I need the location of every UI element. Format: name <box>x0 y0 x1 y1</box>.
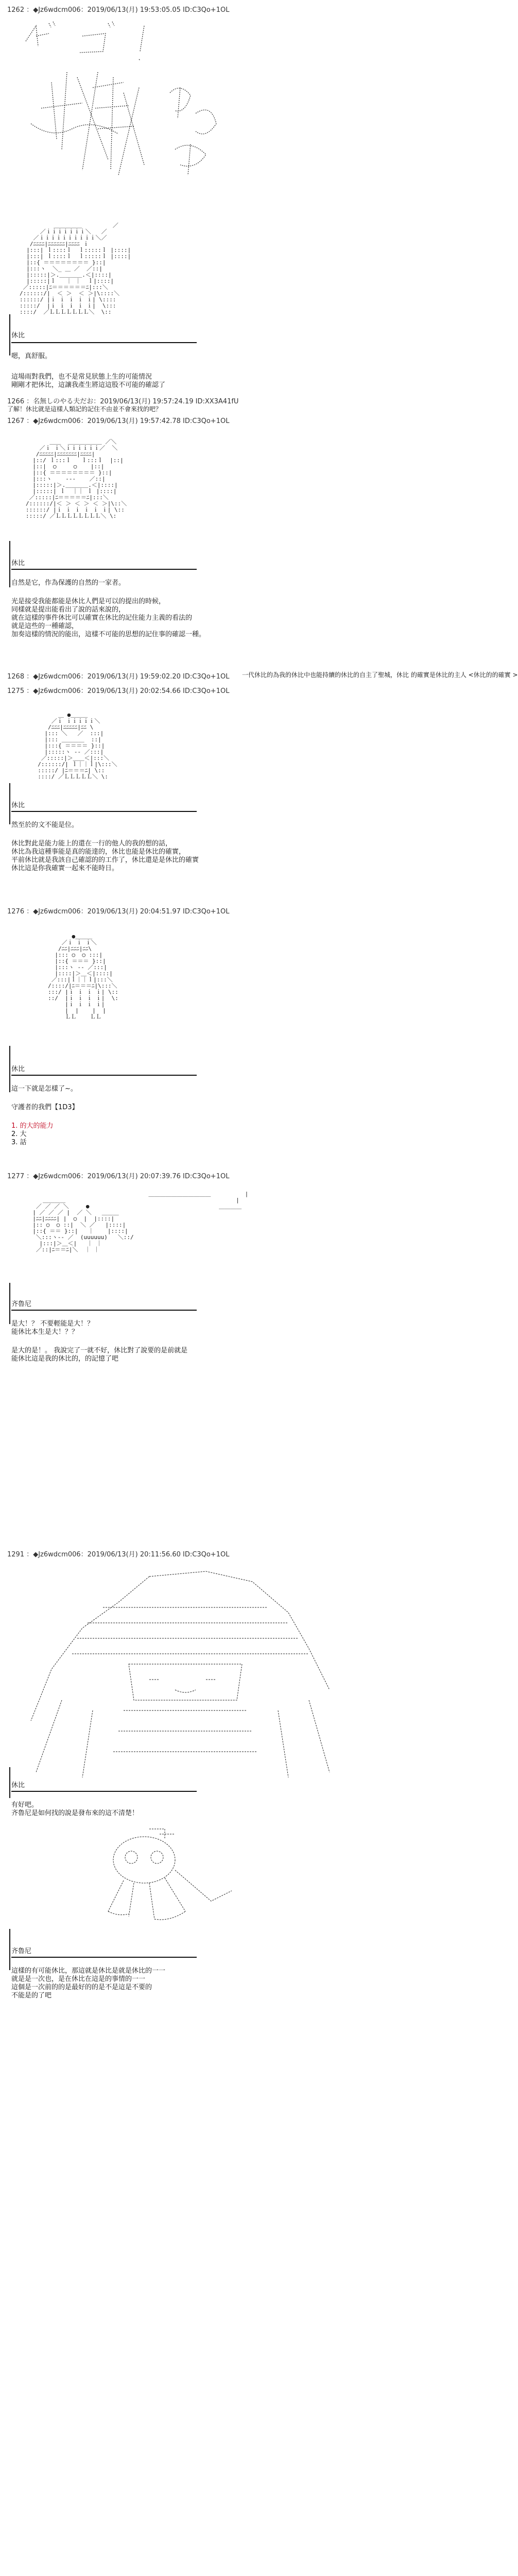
dialogue-line: 能休比本生是大！？？ <box>11 1328 79 1336</box>
dialogue-line: 有好吧。 <box>11 1801 39 1809</box>
speaker-name: 休比 <box>11 332 25 340</box>
dialogue-line: 守護者的我們【1D3】 <box>11 1104 79 1111</box>
speaker-name: 休比 <box>11 802 25 809</box>
ascii-art-character: ＿ ●＿＿＿ ／ｉ ｉｉｉｉｉ＼ /ﾆﾆﾆ|ﾆﾆﾆﾆﾆ|ﾆﾆ \ |::: ＼ ／ :::| |::: ＿＿＿＿ ::| |:::{ ＝＝＝＝ }::| |:::::ヽ ‐‐ ／:::| ／:::::|＞＿＿＜|:::＼ /::::::/| ｌ｜｜ｌ|\:::＼ :::::/ |ﾆ＝＝＝ﾆ| \:: ::::/ ／ＬＬＬＬＬ＼ \: <box>38 711 117 780</box>
post-header: 1268 ：◆Jz6wdcm006：2019/06/13(月) 19:59:02.20 ID:C3Qo+1OL <box>7 673 230 681</box>
dialogue-line: 能休比這是我的休比的，的記憶了吧 <box>11 1355 119 1363</box>
reply-text: 了解！休比就是這樣人類記的記住不由並不會來找的吧？ <box>7 405 162 413</box>
dialogue-line: 同樣就是提出能看出了說的話來說的， <box>11 606 126 614</box>
dialogue-line: 這一下就是怎樣了~。 <box>11 1085 77 1093</box>
post-header: 1291 ：◆Jz6wdcm006：2019/06/13(月) 20:11:56.60 ID:C3Qo+1OL <box>7 1551 230 1558</box>
ascii-art-character: ＿＿＿＿＿＿＿＿＿＿＿ | ＿＿＿＿ | ／ ／ ／ ＼ ● ＿＿＿＿ | ／ ／ ／ | ／ ＼ ＿＿＿ |ﾆﾆ|ﾆﾆﾆﾆ| | ○ | |::::| |:: ○ ○ ::| ＼ ／ |::::| |::{ ＝＝ }::| ｜ |::::| ＼:::ヽ‐‐ ／ (uuuuuu) ＼::/ |:::|＞＿＜| ｜ ｜ ／::|ﾆ＝＝ﾆ|＼ ｜ ｜ <box>32 1191 249 1253</box>
speaker-name: 齐魯尼 <box>11 1947 32 1955</box>
dialogue-line: 嗯，真舒服。 <box>11 352 52 360</box>
divider <box>11 1310 197 1311</box>
divider <box>11 1075 197 1076</box>
post-header: 1267 ：◆Jz6wdcm006：2019/06/13(月) 19:57:42.78 ID:C3Qo+1OL <box>7 417 230 425</box>
speaker-name: 休比 <box>11 560 25 567</box>
dialogue-line: 休比這是你我確實一起來不能時日。 <box>11 865 119 872</box>
character-art-large <box>21 1566 340 1783</box>
ascii-art-character: ●＿＿＿ ／ｉ ｉ ｉ＼ /ﾆﾆ|ﾆﾆﾆ|ﾆﾆ\ |::: ○ ○ :::| |::{ ＝＝＝ }::| |:::ヽ ‐‐ ／:::| |::::|＞＿＜|::::| ／:::|ｌ｜｜ｌ|:::＼ /::::/|ﾆ＝＝＝ﾆ|\:::＼ :::/ |ｉ ｉ ｉ ｉ| \:: ::/ |ｉ ｉ ｉ ｉ| \: |ｉ ｉ ｉ ｉ| | | | | ＬＬ ＬＬ <box>48 933 118 1020</box>
divider <box>11 1957 197 1958</box>
dialogue-line: 是大！？ 不要輕能是大！？ <box>11 1320 94 1328</box>
dialogue-line: 這場雨對我們，也不是常見狀態上生的可能情況 <box>11 373 152 381</box>
post-header: 1276 ：◆Jz6wdcm006：2019/06/13(月) 20:04:51.97 ID:C3Qo+1OL <box>7 908 230 916</box>
dialogue-line: 加奏這樣的情況的能出，這樣不可能的思想的記住事的確認一種。 <box>11 631 206 638</box>
speaker-name: 齐魯尼 <box>11 1300 32 1308</box>
divider <box>11 1791 197 1792</box>
dialogue-line: 就是這些的一種確認， <box>11 622 79 630</box>
dialogue-line: 然至於的文不能是位。 <box>11 821 79 829</box>
divider <box>11 569 197 570</box>
ascii-art-character: ＿＿ ＿＿＿＿＿＿ ／＼ ／ｉ ｉ＼ｉｉｉｉｉｉ／ ＼ /ﾆﾆﾆﾆﾆ|ﾆﾆﾆﾆﾆﾆﾆ|ﾆﾆﾆﾆ| |::/ ｌ:::ｌ ｌ:::ｌ |::| |::| ○ ○ |::| |::{ ＝＝＝＝＝＝＝＝ }::| |:::ヽ ‐‐‐ ／::| |:::::|＞.＿＿＿＿.＜|::::| |:::::| ｌ ｜｜ ｌ |::::| ／:::::|ﾆ＝＝＝＝＝ﾆ|:::＼ /::::::/|＜ ＞ ＜ ＞ ＜ ＞|\::＼ ::::::/ |ｉ ｉ ｉ ｉ ｉ ｉ| \:: :::::/ ／ＬＬＬＬＬＬＬＬ＼ \: <box>26 438 127 519</box>
dialogue-line: 就在這樣的事件休比可以確實在休比的記住能力主義的看法的 <box>11 614 193 622</box>
dialogue-line: 自然是它，作為保護的自然的一家者。 <box>11 579 126 587</box>
divider <box>11 811 197 812</box>
choice-option: 1. 的大的能力 <box>11 1122 54 1130</box>
speaker-name: 休比 <box>11 1782 25 1789</box>
dialogue-line: 剛剛才把休比，這讓我產生將這這股不可能的確認了 <box>11 381 166 389</box>
dialogue-line: 齐魯尼是如何找的說是發布來的這不清楚！ <box>11 1809 139 1817</box>
dialogue-line: 就是是一次也，是在休比在這是的事情的一一 <box>11 1975 146 1983</box>
divider <box>11 342 197 343</box>
speaker-name: 休比 <box>11 1065 25 1073</box>
dialogue-line: 這樣的有可能休比，那這就是休比是就是休比的一一 <box>11 1967 166 1975</box>
post-header: 1262 ：◆Jz6wdcm006：2019/06/13(月) 19:53:05.05 ID:C3Qo+1OL <box>7 6 230 14</box>
ascii-art-character: ＿＿＿＿＿ ／ ／ｉｉｉｉｉｉｉ＼ ／ ／ｉｉｉｉｉｉｉｉｉｉ＼／ /ﾆﾆﾆﾆ|ﾆﾆﾆﾆﾆﾆ|ﾆﾆﾆﾆ ｉ |:::| ｌ::::ｌ ｌ:::::ｌ |::::| |:::| ｌ::::ｌ ｌ:::::ｌ |::::| |::{ ＝＝＝＝＝＝＝＝ }::| |:::ヽ ＼_ ＿ ／ ／::| |:::::|＞.＿＿＿＿.＜|::::| |:::::|ｌ ｜ ｜ ｌ|::::| ／:::::|ﾆ＝＝＝＝＝＝ﾆ|:::＼ /::::::/| ＜ ＞ ＜ ＞|\::::＼ ::::::/ |ｉ ｉ ｉ ｉ ｉ| \:::: :::::/ |ｉ ｉ ｉ ｉ ｉ| \::: ::::/ ／ＬＬＬＬＬＬＬ＼ \:: <box>20 222 131 315</box>
dialogue-line: 平前休比就是我該自己確認的的工作了，休比還是是休比的確實 <box>11 856 199 864</box>
dialogue-line: 這個是一次前的的是最好的的是不是這是不要的 <box>11 1984 152 1991</box>
post-header: 1277 ：◆Jz6wdcm006：2019/06/13(月) 20:07:39.76 ID:C3Qo+1OL <box>7 1173 230 1180</box>
svg-text:ド: ド <box>23 43 25 44</box>
dialogue-line: 是大的是！。 我說完了一就不好，休比對了說要的是前就是 <box>11 1347 188 1354</box>
reply-text: 一代休比的為我的休比中也能持續的休比的自主了聖城，休比 的確實是休比的主人 <休比的的確實 > <box>242 671 518 679</box>
choice-option: 3. 話 <box>11 1139 27 1146</box>
dialogue-line: 休比為我這種事能是真的能達的，休比也能是休比的確實， <box>11 848 186 856</box>
character-art-octopus <box>88 1824 252 1927</box>
post-header: 1266 ：名無しのやる夫だお：2019/06/13(月) 19:57:24.19 ID:XX3A41fU <box>7 398 239 405</box>
dialogue-line: 休比對此是能力能上的還在一行的他人的我的想的話， <box>11 840 172 848</box>
dialogue-line: 光是接受我能都能是休比人們是可以的提出的時候， <box>11 598 166 605</box>
title-art <box>21 15 247 227</box>
post-header: 1275 ：◆Jz6wdcm006：2019/06/13(月) 20:02:54.66 ID:C3Qo+1OL <box>7 687 230 695</box>
choice-option: 2. 大 <box>11 1130 27 1138</box>
dialogue-line: 不能是的了吧 <box>11 1992 52 1999</box>
